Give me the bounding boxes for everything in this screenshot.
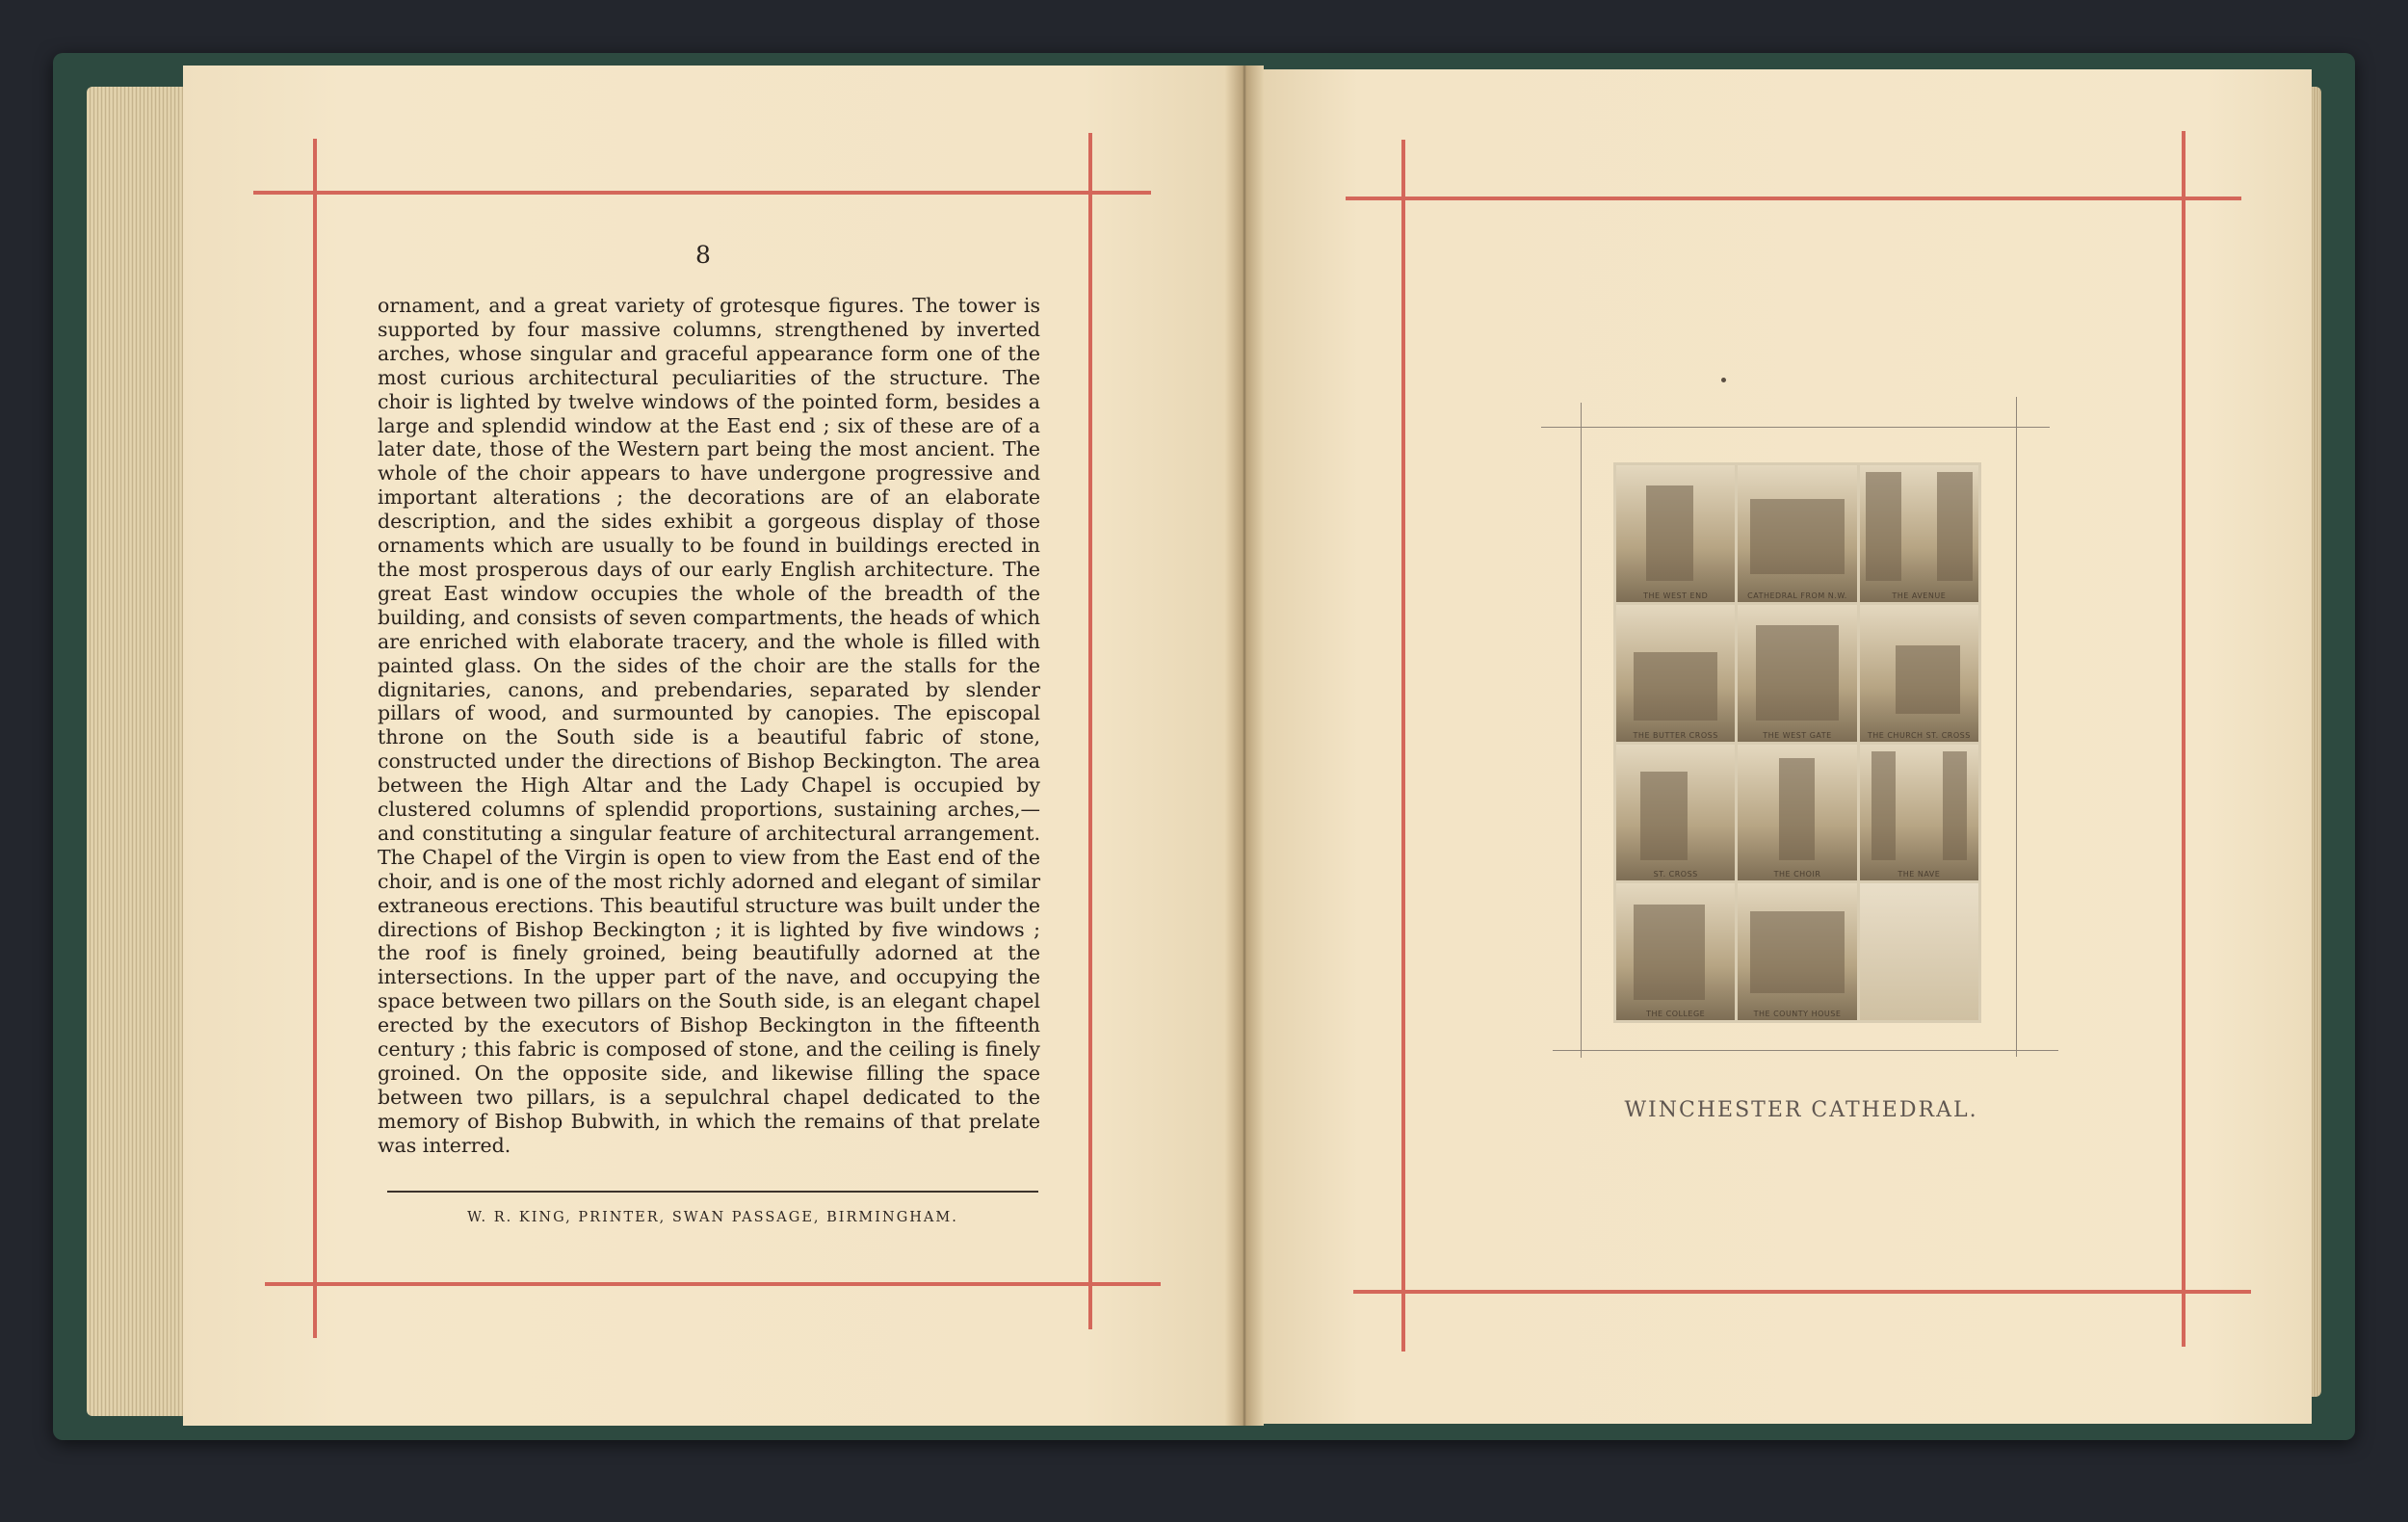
left-border-top	[253, 191, 1151, 195]
photo-tile	[1738, 883, 1856, 1020]
page-edges-left	[87, 87, 193, 1416]
photo-tile	[1738, 605, 1856, 742]
left-border-right	[1088, 133, 1092, 1329]
left-border-left	[313, 139, 317, 1338]
mount-line-top	[1541, 427, 2050, 428]
photo-tile	[1860, 883, 1978, 1020]
photo-tile	[1616, 465, 1735, 602]
mount-line-bottom	[1553, 1050, 2058, 1051]
photo-label: ST. CROSS	[1653, 870, 1698, 879]
photo-tile	[1738, 745, 1856, 881]
photo-label: THE BUTTER CROSS	[1633, 730, 1718, 740]
left-border-bottom	[265, 1282, 1161, 1286]
photo-caption: WINCHESTER CATHEDRAL.	[1624, 1098, 1978, 1122]
photo-tile	[1616, 883, 1735, 1020]
photo-label: THE WEST GATE	[1763, 730, 1832, 740]
book-gutter	[1225, 66, 1264, 1426]
right-border-top	[1346, 197, 2241, 200]
page-number: 8	[695, 241, 711, 269]
photo-label: THE WEST END	[1643, 590, 1709, 600]
photo-label: THE NAVE	[1898, 870, 1941, 879]
photo-label: THE CHOIR	[1773, 870, 1821, 879]
right-border-bottom	[1353, 1290, 2251, 1294]
photo-tile	[1616, 605, 1735, 742]
body-text: ornament, and a great variety of grotesque figures. The tower is supported by four massive columns, strengthened by inverted arches, whose singular and graceful appearance form one of the most curious architectural peculiarities of the structure. The choir is lighted by twelve windows of the pointed form, besides a large and splendid window at the East end ; six of these are of a later date, those of the Western part being the most ancient. The whole of the choir appears to have undergone progressive and important alterations ; the decorations are of an elaborate description, and the sides exhibit a gorgeous display of those ornaments which are usually to be found in buildings erected in the most prosperous days of our early English architecture. The great East window occupies the whole of the breadth of the building, and consists of seven compartments, the heads of which are enriched with elaborate tracery, and the whole is filled with painted glass. On the sides of the choir are the stalls for the dignitaries, canons, and prebendaries, separated by slender pillars of wood, and surmounted by canopies. The episcopal throne on the South side is a beautiful fabric of stone, constructed under the directions of Bishop Beckington. The area between the High Altar and the Lady Chapel is occupied by clustered columns of splendid proportions, sustaining arches,—and constituting a singular feature of architectural arrangement. The Chapel of the Virgin is open to view from the East end of the choir, and is one of the most richly adorned and elegant of similar extraneous erections. This beautiful structure was built under the directions of Bishop Beckington ; it is lighted by five windows ; the roof is finely groined, being beautifully adorned at the intersections. In the upper part of the nave, and occupying the space between two pillars on the South side, is an elegant chapel erected by the executors of Bishop Beckington in the fifteenth century ; this fabric is composed of stone, and the ceiling is finely groined. On the opposite side, and likewise filling the space between two pillars, is a sepulchral chapel dedicated to the memory of Bishop Bubwith, in which the remains of that prelate was interred.	[378, 294, 1040, 1157]
photo-label: THE CHURCH ST. CROSS	[1867, 730, 1971, 740]
cathedral-photo-collage	[1613, 462, 1981, 1023]
photo-label: THE COUNTY HOUSE	[1753, 1010, 1842, 1018]
photo-label: THE AVENUE	[1892, 590, 1947, 600]
right-border-right	[2182, 131, 2186, 1347]
mount-line-left	[1581, 403, 1582, 1058]
photo-tile	[1738, 465, 1856, 602]
photo-label: THE COLLEGE	[1646, 1010, 1706, 1018]
mount-line-right	[2016, 397, 2017, 1057]
photo-tile	[1860, 465, 1978, 602]
printer-imprint: W. R. KING, PRINTER, SWAN PASSAGE, BIRMINGHAM.	[467, 1210, 958, 1225]
footer-rule	[387, 1191, 1038, 1193]
paper-speck	[1721, 378, 1726, 382]
photo-label: CATHEDRAL FROM N.W.	[1747, 590, 1847, 600]
photo-tile	[1860, 745, 1978, 881]
right-border-left	[1401, 140, 1405, 1351]
photo-tile	[1616, 745, 1735, 881]
photo-tile	[1860, 605, 1978, 742]
